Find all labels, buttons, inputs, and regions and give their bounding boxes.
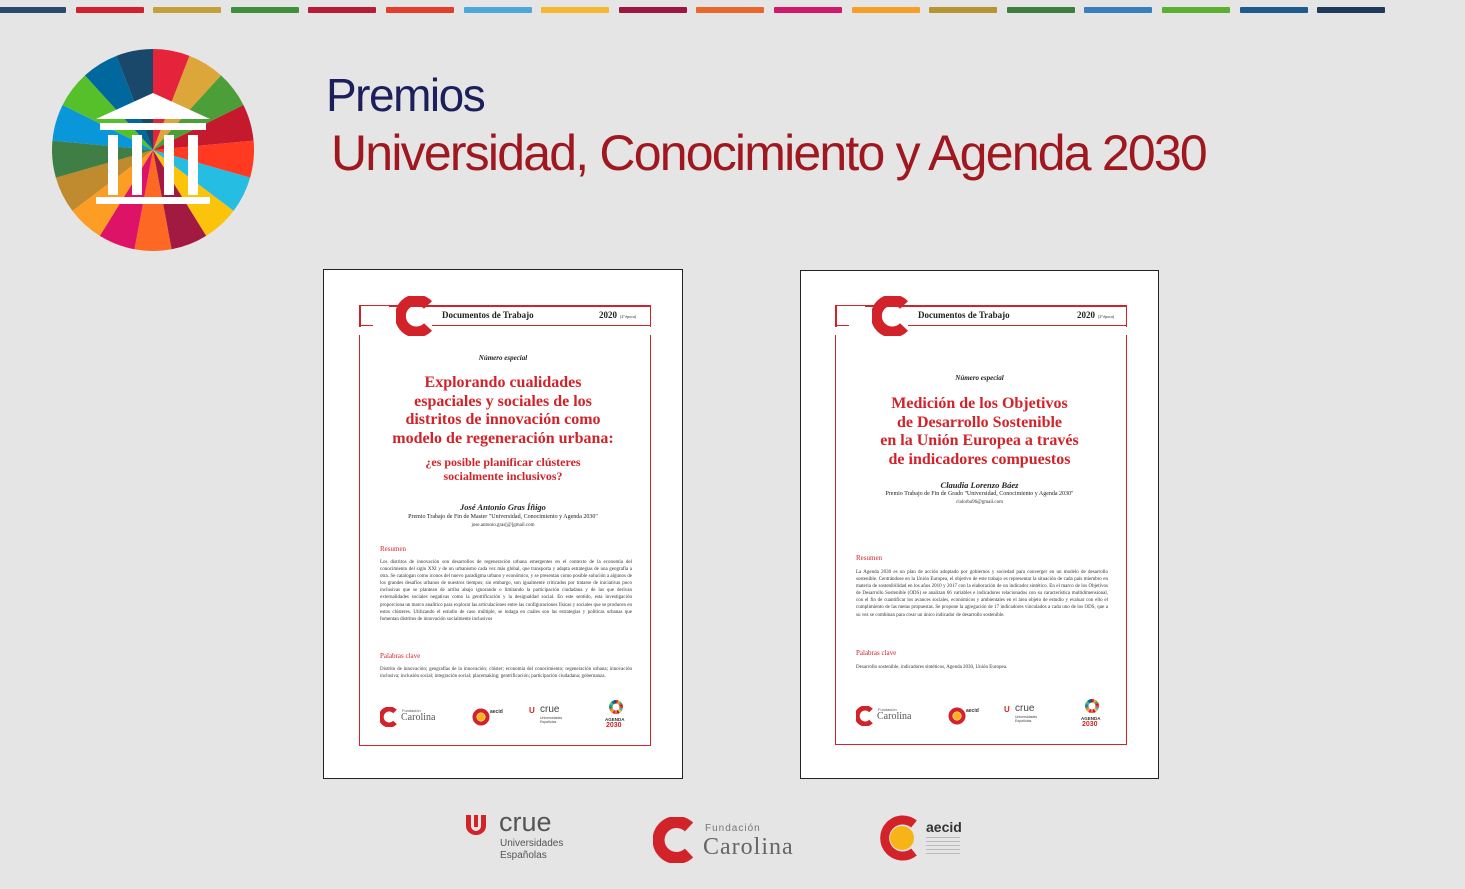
agenda-2030-sdg-wheel-icon [609, 700, 623, 714]
title-line: Explorando cualidades [424, 374, 582, 391]
sdg-stripe [0, 7, 66, 13]
document-email: jose.antonio.gras[@]gmail.com [471, 523, 535, 528]
title-line: distritos de innovación como [405, 411, 601, 428]
summary-text: Los distritos de innovación son desarrollos de regeneración urbana emergentes en el contexto de la economía del conocimiento del siglo XXI y de un urbanismo cada vez más global, que transporta y adapta estrategias de una geografía a otra. Se catalogan como iconos del nuevo paradigma urbano y económico, y se presentan como posible solución a algunos de los grandes desafíos urbanos de nuestros tiempos; sin embargo, son igualmente criticados por tratarse de iniciativas poco inclusivas que se plantean de arriba abajo ignorando o limitando la participación ciudadana y de las que derivan externalidades sociales negativas como la gentrificación y la desigualdad social. En este sentido, esta investigación proporciona un marco analítico para explorar las articulaciones entre las configuraciones físicas y sociales que se producen en estos clústeres. Utilizando el estudio de caso múltiple, se indaga en cuáles son las estrategias y políticas urbanas que fomentan distritos de innovación socialmente inclusivos [380, 560, 632, 622]
fundacion-carolina-icon [856, 706, 874, 726]
aecid-icon [948, 707, 966, 725]
agenda-label: AGENDA [1081, 716, 1101, 721]
fc-small-text: Fundación [402, 708, 421, 713]
sdg-stripe [1240, 7, 1308, 13]
aecid-icon [880, 815, 920, 861]
fc-big-text: Carolina [401, 712, 436, 723]
fundacion-carolina-c-logo-icon [396, 296, 434, 336]
document-author: Claudia Lorenzo Báez [940, 480, 1019, 490]
crue-logo[interactable] [462, 807, 592, 862]
fundacion-carolina-logo[interactable] [653, 817, 813, 865]
document-email: clalorba96@gmail.com [956, 500, 1003, 505]
crue-sub1: Universidades [540, 716, 563, 720]
sdg-stripe [386, 7, 454, 13]
crue-text: crue [499, 807, 552, 837]
fc-big-text: Carolina [703, 834, 794, 860]
aecid-icon [472, 708, 490, 726]
sdg-stripe [774, 7, 842, 13]
sdg-stripe [1162, 7, 1230, 13]
document-card-2[interactable] [800, 270, 1159, 779]
keywords-label: Palabras clave [380, 652, 421, 660]
title-line: Medición de los Objetivos [891, 395, 1068, 412]
keywords-text: Distrito de innovación; geografías de la innovación; clúster; economía del conocimiento; regeneración urbana; innovación inclusiva; inclusión social; integración social; placemaking; gentrificación; participación ciudadana; gobernanza. [380, 667, 632, 680]
sdg-stripe [541, 7, 609, 13]
subtitle-line: ¿es posible planificar clústeres [425, 455, 581, 469]
document-footer-logos [856, 699, 1108, 739]
sdg-color-stripes [0, 7, 1465, 14]
crue-sub1: Universidades [1015, 715, 1038, 719]
sdg-stripe [153, 7, 221, 13]
document-title [801, 395, 1158, 469]
crue-sub2: Españolas [500, 850, 547, 861]
crue-mark-icon [464, 813, 488, 835]
sdg-stripe [1317, 7, 1385, 13]
sdg-stripe [464, 7, 532, 13]
title-line: espaciales y sociales de los [414, 392, 592, 410]
page-title-premios: Premios [326, 69, 485, 121]
keywords-text: Desarrollo sostenible, indicadores sintéticos, Agenda 2030, Unión Europea. [856, 665, 1008, 670]
crue-mark-icon: U [1004, 705, 1010, 714]
sdg-stripe [308, 7, 376, 13]
sdg-stripe [231, 7, 299, 13]
document-card-1[interactable] [323, 269, 683, 779]
aecid-text: aecid [490, 709, 503, 715]
agenda-year: 2030 [1082, 721, 1098, 728]
sdg-wheel-university-icon [52, 49, 254, 251]
crue-sub2: Españolas [1015, 719, 1032, 723]
crue-sub2: Españolas [540, 720, 557, 724]
document-year: 2020 (2ª época) [599, 310, 637, 320]
title-line: modelo de regeneración urbana: [392, 429, 614, 447]
document-series: Documentos de Trabajo [442, 310, 534, 320]
aecid-subtext-lines [926, 837, 960, 857]
fc-small-text: Fundación [878, 707, 897, 712]
sdg-stripe [696, 7, 764, 13]
sdg-stripe [1084, 7, 1152, 13]
agenda-label: AGENDA [605, 717, 625, 722]
fundacion-carolina-c-logo-icon [653, 817, 695, 863]
sdg-stripe [852, 7, 920, 13]
document-series: Documentos de Trabajo [918, 310, 1010, 320]
agenda-year: 2030 [606, 722, 622, 729]
aecid-text: aecid [966, 708, 979, 714]
document-subtitle [324, 455, 682, 483]
document-frame [835, 305, 1127, 745]
title-line: de Desarrollo Sostenible [896, 413, 1063, 431]
title-line: de indicadores compuestos [888, 450, 1071, 468]
fc-big-text: Carolina [877, 711, 912, 722]
keywords-label: Palabras clave [856, 649, 897, 657]
crue-sub1: Universidades [500, 838, 564, 849]
page-title-award-name: Universidad, Conocimiento y Agenda 2030 [331, 125, 1206, 181]
document-year: 2020 (2ª época) [1077, 310, 1115, 320]
agenda-2030-sdg-wheel-icon [1085, 699, 1099, 713]
document-footer-logos [380, 700, 632, 740]
crue-mark-icon: U [529, 706, 535, 715]
document-prize: Premio Trabajo de Fin de Master "Universidad, Conocimiento y Agenda 2030" [408, 514, 598, 520]
crue-text: crue [540, 704, 560, 715]
fc-small-text: Fundación [705, 823, 761, 834]
summary-label: Resumen [856, 554, 883, 562]
fundacion-carolina-c-logo-icon [872, 296, 910, 336]
title-line: en la Unión Europea a través [880, 432, 1079, 449]
summary-label: Resumen [380, 545, 407, 553]
fundacion-carolina-icon [380, 707, 398, 727]
document-title [324, 374, 682, 448]
special-issue-label: Número especial [478, 354, 528, 362]
sdg-stripe [76, 7, 144, 13]
summary-text: La Agenda 2030 es un plan de acción adoptado por gobiernos y sociedad para converger en un modelo de desarrollo sostenible. Centrándose en la Unión Europea, el objetivo de este trabajo es representar la situación de cada país miembro en materia de sostenibilidad en los años 2010 y 2017 con la elaboración de un indicador sintético. En el marco de los Objetivos de Desarrollo Sostenible (ODS) se analizan 66 variables e indicadores relacionados con su característica multidimensional, con el fin de cuantificar los avances sociales, económicos y ambientales en el área objeto de estudio y evaluar con ello el cumplimiento de las metas propuestas. Se propone la agregación de 17 indicadores vinculados a cada uno de los ODS, que a su vez se combinan para crear un único indicador de desarrollo sostenible. [856, 570, 1108, 618]
document-prize: Premio Trabajo de Fin de Grado "Universidad, Conocimiento y Agenda 2030" [885, 491, 1074, 497]
subtitle-line: socialmente inclusivos? [443, 469, 563, 483]
sdg-stripe [929, 7, 997, 13]
aecid-text: aecid [926, 819, 962, 835]
aecid-logo[interactable] [880, 815, 970, 863]
sdg-stripe [619, 7, 687, 13]
special-issue-label: Número especial [955, 374, 1004, 382]
document-author: José Antonio Gras Íñigo [460, 502, 546, 512]
crue-text: crue [1015, 703, 1035, 714]
sdg-stripe [1007, 7, 1075, 13]
